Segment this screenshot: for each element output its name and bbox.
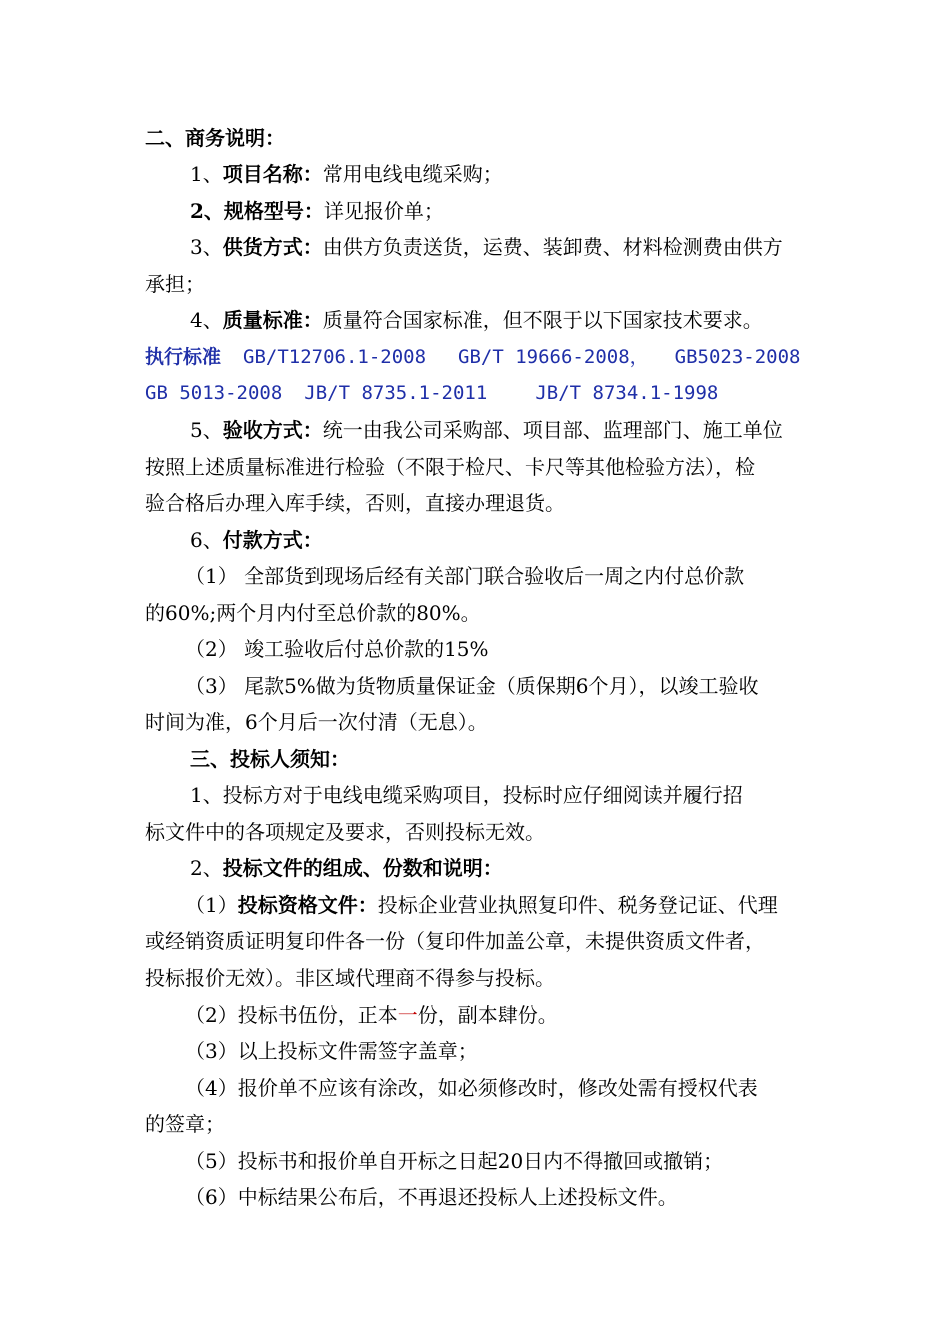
standards-label: 执行标准 bbox=[145, 346, 222, 368]
item4-quality bbox=[190, 308, 763, 332]
item-number: 2、 bbox=[190, 856, 223, 880]
item-number: （1） bbox=[185, 893, 238, 917]
item5-continued: 按照上述质量标准进行检验（不限于检尺、卡尺等其他检验方法），检 bbox=[145, 455, 755, 479]
item-label: 投标资格文件： bbox=[237, 893, 378, 917]
bid-doc-6: （6）中标结果公布后，不再退还投标人上述投标文件。 bbox=[185, 1185, 678, 1209]
standard-code: GB 5013-2008 bbox=[145, 382, 283, 404]
item2-spec bbox=[190, 199, 444, 223]
item-label: 质量标准： bbox=[222, 308, 323, 332]
item-number: 4、 bbox=[190, 308, 223, 332]
item-number: 5、 bbox=[190, 418, 223, 442]
item-text: 份，副本肆份。 bbox=[417, 1003, 558, 1027]
item-number: 6、 bbox=[190, 528, 223, 552]
item-text: 质量符合国家标准，但不限于以下国家技术要求。 bbox=[322, 308, 763, 332]
item-text: （2）投标书伍份，正本 bbox=[185, 1003, 398, 1027]
section3-item1: 1、投标方对于电线电缆采购项目，投标时应仔细阅读并履行招 bbox=[190, 783, 743, 807]
highlighted-text: 一 bbox=[397, 1003, 418, 1027]
item3-continued: 承担； bbox=[145, 272, 205, 296]
bid-doc-4-continued: 的签章； bbox=[145, 1112, 225, 1136]
item-text: 详见报价单； bbox=[323, 199, 444, 223]
standard-code: GB/T 19666-2008， bbox=[458, 346, 649, 368]
item-label: 规格型号： bbox=[223, 199, 324, 223]
payment-term-1: （1） 全部货到现场后经有关部门联合验收后一周之内付总价款 bbox=[185, 564, 745, 588]
payment-term-3: （3） 尾款5%做为货物质量保证金（质保期6个月），以竣工验收 bbox=[185, 674, 759, 698]
item-label: 验收方式： bbox=[222, 418, 323, 442]
item1-project-name bbox=[190, 162, 503, 186]
section2-title: 二、商务说明： bbox=[145, 126, 285, 150]
item-label: 投标文件的组成、份数和说明： bbox=[222, 856, 503, 880]
bid-doc-1-continued: 投标报价无效）。非区域代理商不得参与投标。 bbox=[145, 966, 555, 990]
payment-term-3-continued: 时间为准，6个月后一次付清（无息）。 bbox=[145, 710, 488, 734]
standard-code: GB/T12706.1-2008 bbox=[243, 346, 427, 368]
item5-continued: 验合格后办理入库手续，否则，直接办理退货。 bbox=[145, 491, 565, 515]
item-number: 2、 bbox=[190, 199, 224, 223]
bid-doc-4: （4）报价单不应该有涂改，如必须修改时，修改处需有授权代表 bbox=[185, 1076, 758, 1100]
section3-item1-continued: 标文件中的各项规定及要求，否则投标无效。 bbox=[145, 820, 545, 844]
standard-code: JB/T 8734.1-1998 bbox=[535, 382, 719, 404]
bid-doc-5: （5）投标书和报价单自开标之日起20日内不得撤回或撤销； bbox=[185, 1149, 724, 1173]
payment-term-1-continued: 的60%;两个月内付至总价款的80%。 bbox=[145, 601, 481, 625]
payment-term-2: （2） 竣工验收后付总价款的15% bbox=[185, 637, 489, 661]
item6-payment bbox=[190, 528, 323, 552]
item-label: 付款方式： bbox=[222, 528, 323, 552]
item-number: 3、 bbox=[190, 235, 223, 259]
item-text: 投标企业营业执照复印件、税务登记证、代理 bbox=[377, 893, 778, 917]
standards-line-1 bbox=[145, 345, 800, 369]
item-text: 由供方负责送货，运费、装卸费、材料检测费由供方 bbox=[322, 235, 783, 259]
bid-doc-2 bbox=[185, 1003, 558, 1027]
item-label: 供货方式： bbox=[222, 235, 323, 259]
bid-doc-1-continued: 或经销资质证明复印件各一份（复印件加盖公章，未提供资质文件者， bbox=[145, 929, 765, 953]
section3-title: 三、投标人须知： bbox=[190, 747, 350, 771]
item-label: 项目名称： bbox=[222, 162, 323, 186]
item-text: 常用电线电缆采购； bbox=[322, 162, 503, 186]
item5-acceptance bbox=[190, 418, 783, 442]
item-text: 统一由我公司采购部、项目部、监理部门、施工单位 bbox=[322, 418, 783, 442]
section3-item2 bbox=[190, 856, 503, 880]
standard-code: JB/T 8735.1-2011 bbox=[304, 382, 488, 404]
item3-supply bbox=[190, 235, 783, 259]
standards-line-2 bbox=[145, 381, 718, 405]
bid-doc-3: （3）以上投标文件需签字盖章； bbox=[185, 1039, 478, 1063]
item-number: 1、 bbox=[190, 162, 223, 186]
bid-doc-1 bbox=[185, 893, 778, 917]
standard-code: GB5023-2008 bbox=[674, 346, 801, 368]
